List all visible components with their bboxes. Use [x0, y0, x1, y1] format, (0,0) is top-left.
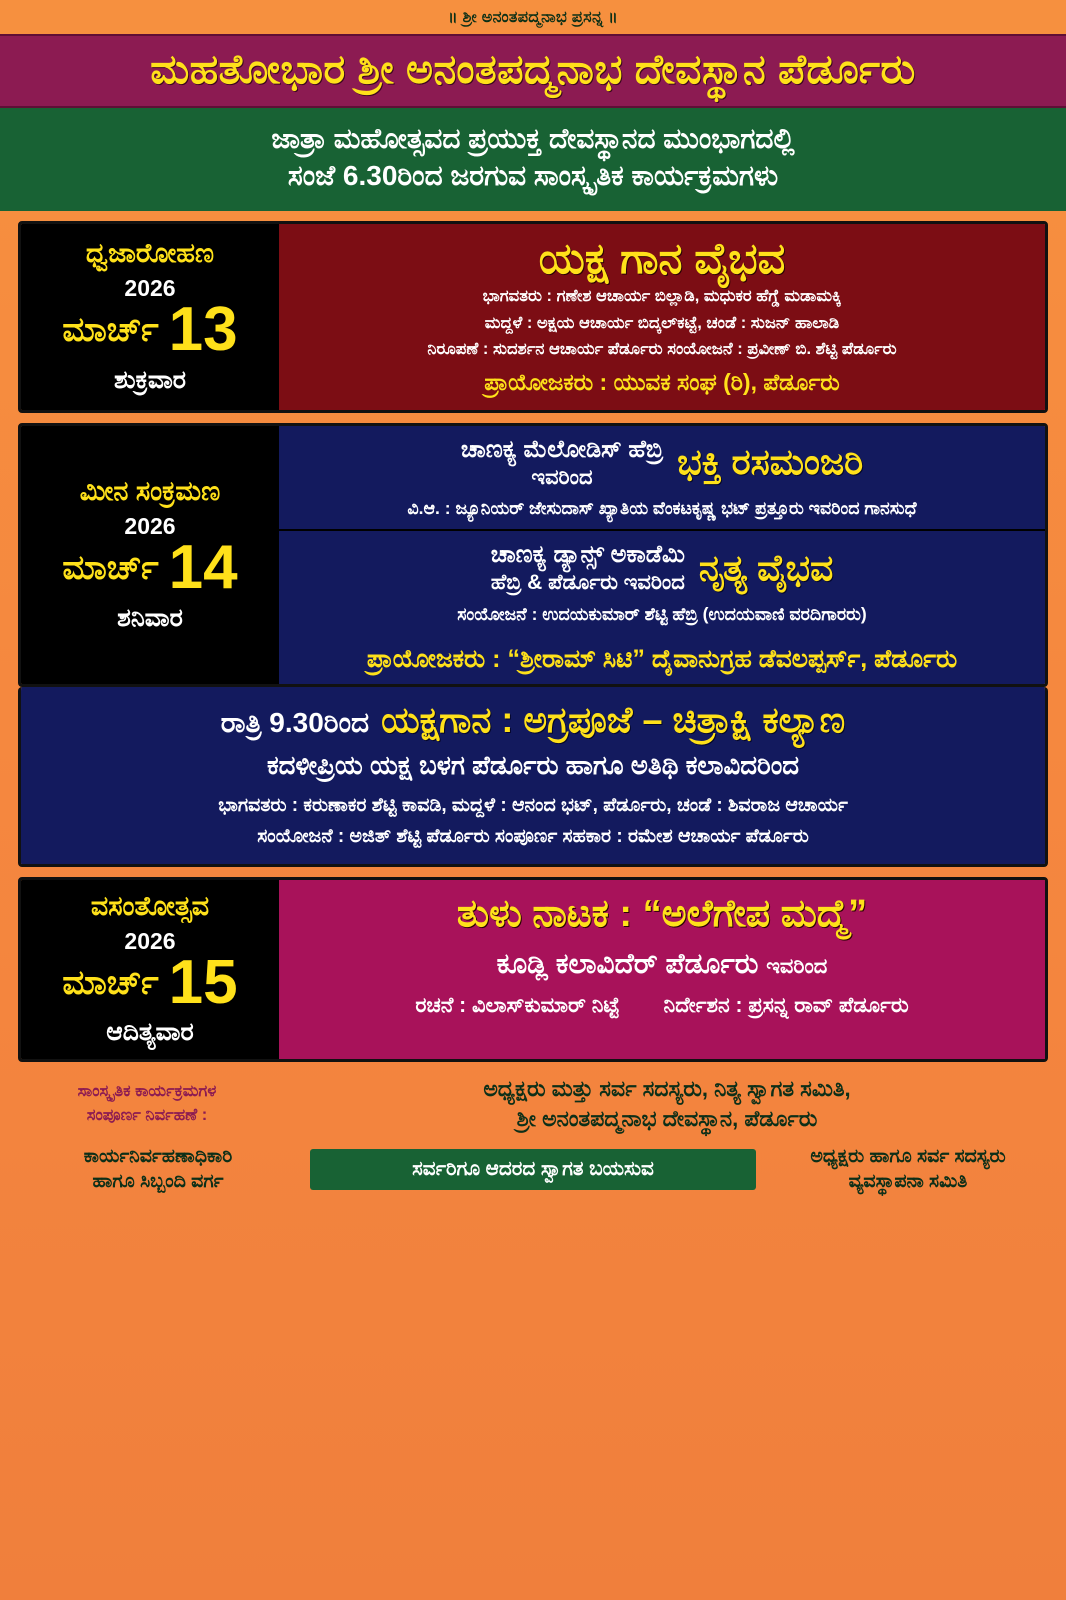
day-2-section-2-left — [491, 540, 685, 596]
day-2-date: 14 — [168, 532, 238, 602]
footer-committee-line2: ಶ್ರೀ ಅನಂತಪದ್ಮನಾಭ ದೇವಸ್ಥಾನ, ಪೆರ್ಡೂರು — [516, 1106, 818, 1132]
day-2-section-1 — [279, 426, 1045, 530]
day-2-year: 2026 — [124, 512, 176, 539]
footer-welcome-banner: ಸರ್ವರಿಗೂ ಆದರದ ಸ್ವಾಗತ ಬಯಸುವ — [310, 1149, 756, 1190]
footer-management-committee — [762, 1144, 1054, 1195]
day-1-date: 13 — [168, 294, 238, 364]
day-2-night-credit-1: ಭಾಗವತರು : ಕರುಣಾಕರ ಶೆಟ್ಟಿ ಕಾವಡಿ, ಮದ್ದಳೆ : ಆನಂದ ಭಟ್, ಪೆರ್ಡೂರು, ಚಂಡೆ : ಶಿವರಾಜ ಆಚಾರ್ಯ — [218, 795, 848, 817]
day-2-section-2-by: ಹೆಬ್ರಿ & ಪೆರ್ಡೂರು ಇವರಿಂದ — [490, 571, 685, 595]
footer-officer-line2: ಹಾಗೂ ಸಿಬ್ಬಂದಿ ವರ್ಗ — [92, 1171, 224, 1193]
day-1-occasion: ಧ್ವಜಾರೋಹಣ — [85, 237, 215, 268]
day-3-performers-by: ಇವರಿಂದ — [766, 954, 828, 978]
day-2-section-2-title: ನೃತ್ಯ ವೈಭವ — [698, 546, 834, 588]
day-3-program-title: ತುಳು ನಾಟಕ : “ಅಲೆಗೇಪ ಮದ್ಮೆ” — [456, 892, 868, 935]
footer-committee — [286, 1074, 1048, 1133]
footer-management-committee-line2: ವ್ಯವಸ್ಥಾಪನಾ ಸಮಿತಿ — [848, 1171, 968, 1193]
subtitle-line-1: ಜಾತ್ರಾ ಮಹೋತ್ಸವದ ಪ್ರಯುಕ್ತ ದೇವಸ್ಥಾನದ ಮುಂಭಾಗದಲ್ಲಿ — [271, 123, 795, 155]
day-3-year: 2026 — [124, 927, 176, 954]
day-3-date: 15 — [168, 947, 238, 1017]
day-3-crew — [289, 994, 1035, 1018]
day-2-night-block — [18, 687, 1048, 867]
day-1-program-title: ಯಕ್ಷ ಗಾನ ವೈಭವ — [538, 235, 786, 284]
day-1-date-panel — [21, 224, 279, 409]
day-2-section-2 — [279, 529, 1045, 635]
day-3-performers — [289, 948, 1035, 981]
page-title: ಮಹತೋಭಾರ ಶ್ರೀ ಅನಂತಪದ್ಮನಾಭ ದೇವಸ್ಥಾನ ಪೆರ್ಡೂರು — [150, 46, 916, 92]
day-3-weekday: ಆದಿತ್ಯವಾರ — [106, 1018, 194, 1047]
day-3-date-panel — [21, 880, 279, 1060]
day-2-program-panel — [279, 426, 1045, 685]
day-2-night-title: ಯಕ್ಷಗಾನ : ಅಗ್ರಪೂಜೆ – ಚಿತ್ರಾಕ್ಷಿ ಕಲ್ಯಾಣ — [381, 699, 846, 741]
day-2-night-troupe: ಕದಳೀಪ್ರಿಯ ಯಕ್ಷ ಬಳಗ ಪೆರ್ಡೂರು ಹಾಗೂ ಅತಿಥಿ ಕಲಾವಿದರಿಂದ — [266, 750, 800, 781]
subtitle-line-2: ಸಂಜೆ 6.30ರಿಂದ ಜರಗುವ ಸಾಂಸ್ಕೃತಿಕ ಕಾರ್ಯಕ್ರಮಗಳು — [287, 160, 779, 192]
footer-management-label — [18, 1080, 276, 1128]
subtitle-bar — [0, 108, 1066, 211]
day-2-section-1-left — [461, 435, 663, 491]
day-2-section-2-troupe: ಚಾಣಕ್ಯ ಡ್ಯಾನ್ಸ್ ಅಕಾಡೆಮಿ — [490, 541, 685, 569]
day-block-3 — [18, 877, 1048, 1063]
day-2-sponsor: ಪ್ರಾಯೋಜಕರು : “ಶ್ರೀರಾಮ್ ಸಿಟಿ” ದೈವಾನುಗ್ರಹ ಡೆವಲಪ್ಪರ್ಸ್, ಪೆರ್ಡೂರು — [366, 645, 958, 674]
day-2-section-1-title: ಭಕ್ತಿ ರಸಮಂಜರಿ — [677, 441, 864, 483]
day-2-month: ಮಾರ್ಚ್ — [62, 549, 159, 588]
day-1-month: ಮಾರ್ಚ್ — [62, 311, 159, 350]
day-1-program-panel — [279, 224, 1045, 409]
day-3-crew-director: ನಿರ್ದೇಶನ : ಪ್ರಸನ್ನ ರಾವ್ ಪೆರ್ಡೂರು — [663, 993, 909, 1017]
day-2-section-2-note: ಸಂಯೋಜನೆ : ಉದಯಕುಮಾರ್ ಶೆಟ್ಟಿ ಹೆಬ್ರಿ (ಉದಯವಾಣಿ ವರದಿಗಾರರು) — [457, 603, 867, 624]
day-2-section-1-troupe: ಚಾಣಕ್ಯ ಮೆಲೋಡಿಸ್ ಹೆಬ್ರಿ — [460, 435, 664, 463]
day-2-night-time: ರಾತ್ರಿ 9.30ರಿಂದ — [220, 707, 370, 739]
footer-top — [18, 1074, 1048, 1133]
day-2-section-1-note: ವಿ.ಆ. : ಜ್ಯೂನಿಯರ್ ಜೇಸುದಾಸ್ ಖ್ಯಾತಿಯ ವೆಂಕಟಕೃಷ್ಣ ಭಟ್ ಪ್ರತ್ತೂರು ಇವರಿಂದ ಗಾನಸುಧೆ — [407, 497, 917, 518]
day-3-occasion: ವಸಂತೋತ್ಸವ — [90, 890, 210, 921]
day-1-year: 2026 — [124, 274, 176, 301]
day-2-section-2-row — [291, 540, 1033, 596]
day-block-2 — [18, 423, 1048, 688]
day-1-credit-1: ಭಾಗವತರು : ಗಣೇಶ ಆಚಾರ್ಯ ಬಿಲ್ಲಾಡಿ, ಮಧುಕರ ಹೆಗ್ಡೆ ಮಡಾಮಕ್ಕಿ — [482, 287, 842, 306]
day-2-month-date-row — [62, 532, 238, 602]
day-2-date-panel — [21, 426, 279, 685]
day-3-month: ಮಾರ್ಚ್ — [62, 964, 159, 1003]
day-1-month-date-row — [62, 294, 238, 364]
footer-bottom — [12, 1144, 1054, 1195]
day-3-program-panel — [279, 880, 1045, 1060]
day-1-weekday: ಶುಕ್ರವಾರ — [113, 365, 187, 394]
day-1-credit-2: ಮದ್ದಳೆ : ಅಕ್ಷಯ ಆಚಾರ್ಯ ಬಿದ್ಕಲ್‌ಕಟ್ಟೆ, ಚಂಡೆ : ಸುಜನ್ ಹಾಲಾಡಿ — [484, 313, 840, 332]
day-2-night-head — [31, 699, 1035, 742]
footer-officer-line1: ಕಾರ್ಯನಿರ್ವಹಣಾಧಿಕಾರಿ — [83, 1145, 233, 1167]
footer-management-committee-line1: ಅಧ್ಯಕ್ಷರು ಹಾಗೂ ಸರ್ವ ಸದಸ್ಯರು — [810, 1145, 1006, 1167]
day-1-sponsor: ಪ್ರಾಯೋಜಕರು : ಯುವಕ ಸಂಘ (ರಿ), ಪೆರ್ಡೂರು — [484, 368, 840, 395]
day-2-section-1-by: ಇವರಿಂದ — [531, 465, 593, 489]
day-2-weekday: ಶನಿವಾರ — [117, 603, 183, 632]
day-2-section-1-row — [291, 435, 1033, 491]
day-3-crew-writer: ರಚನೆ : ವಿಲಾಸ್‌ಕುಮಾರ್ ನಿಟ್ಟೆ — [415, 993, 620, 1017]
footer-committee-line1: ಅಧ್ಯಕ್ಷರು ಮತ್ತು ಸರ್ವ ಸದಸ್ಯರು, ನಿತ್ಯ ಸ್ವಾಗತ ಸಮಿತಿ, — [483, 1076, 851, 1102]
day-3-performers-name: ಕೂಡ್ಲಿ ಕಲಾವಿದೆರ್ ಪೆರ್ಡೂರು — [496, 947, 759, 979]
invocation-text: ॥ ಶ್ರೀ ಅನಂತಪದ್ಮನಾಭ ಪ್ರಸನ್ನ ॥ — [447, 9, 619, 26]
footer-management-label-line1: ಸಾಂಸ್ಕೃತಿಕ ಕಾರ್ಯಕ್ರಮಗಳ — [77, 1082, 217, 1101]
day-block-1 — [18, 221, 1048, 412]
title-bar — [0, 34, 1066, 108]
day-3-month-date-row — [62, 947, 238, 1017]
day-2-occasion: ಮೀನ ಸಂಕ್ರಮಣ — [79, 475, 221, 506]
footer-management-label-line2: ಸಂಪೂರ್ಣ ನಿರ್ವಹಣೆ : — [86, 1106, 208, 1125]
day-2-night-credit-2: ಸಂಯೋಜನೆ : ಅಜಿತ್ ಶೆಟ್ಟಿ ಪೆರ್ಡೂರು ಸಂಪೂರ್ಣ ಸಹಕಾರ : ರಮೇಶ ಆಚಾರ್ಯ ಪೆರ್ಡೂರು — [257, 826, 809, 848]
footer-officer-block — [12, 1144, 304, 1195]
day-2-night-panel — [21, 687, 1045, 864]
day-1-credit-3: ನಿರೂಪಣೆ : ಸುದರ್ಶನ ಆಚಾರ್ಯ ಪೆರ್ಡೂರು ಸಂಯೋಜನೆ : ಪ್ರವೀಣ್ ಬಿ. ಶೆಟ್ಟಿ ಪೆರ್ಡೂರು — [427, 340, 897, 359]
